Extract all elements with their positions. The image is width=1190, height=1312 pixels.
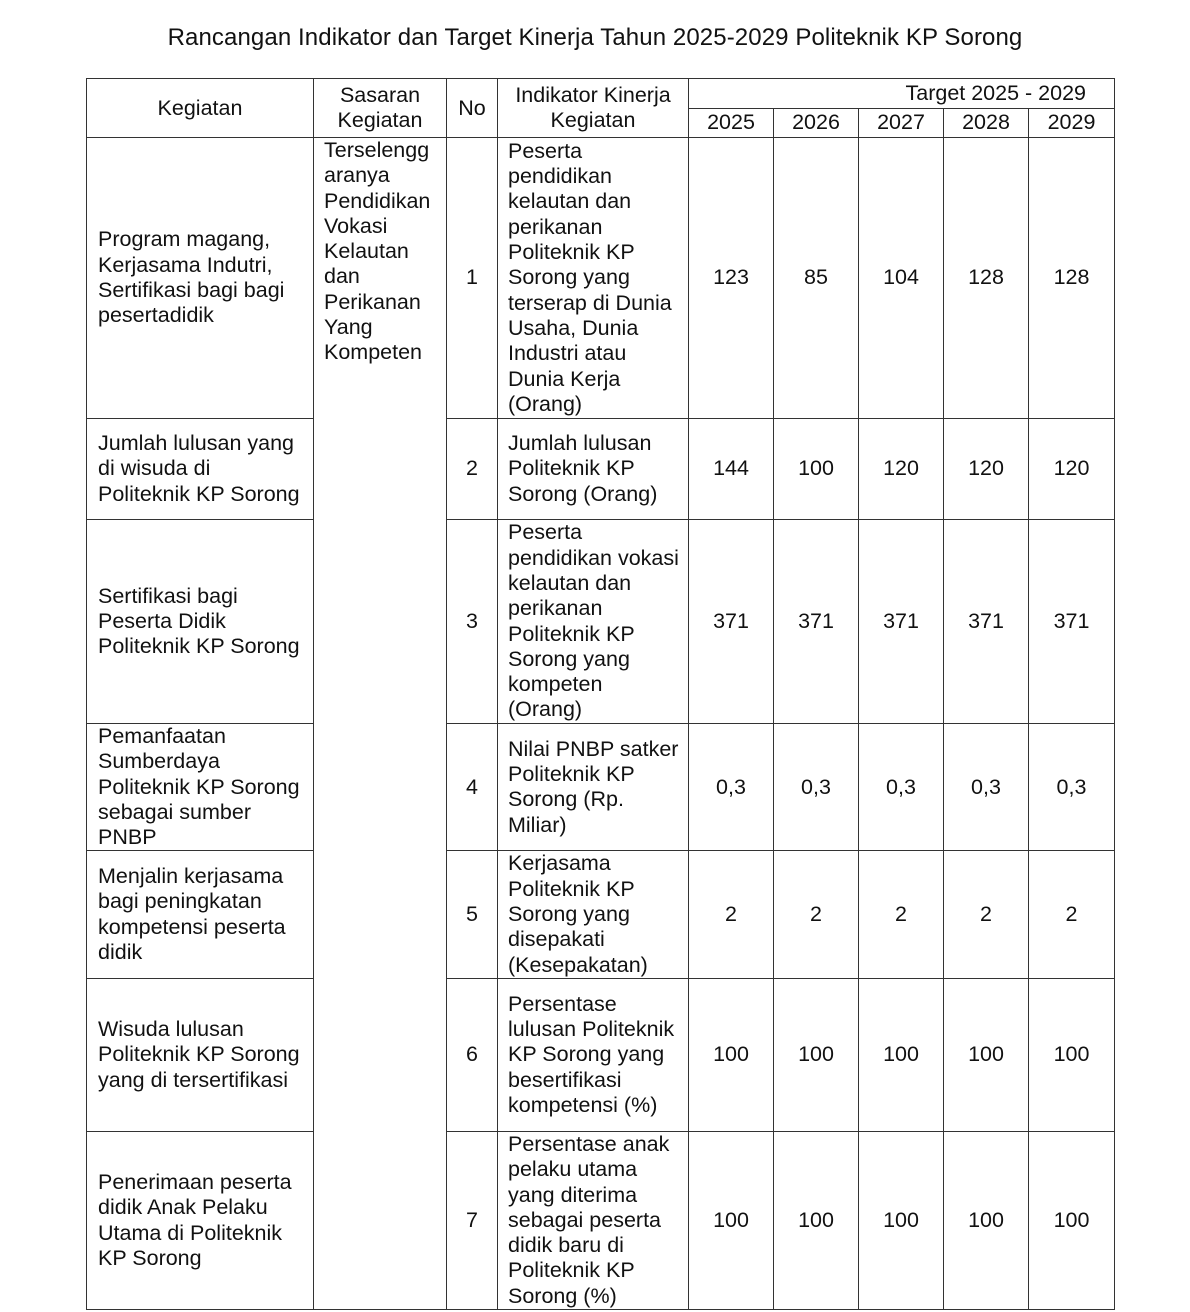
target-value: 100 [689,978,774,1131]
target-value: 100 [774,978,859,1131]
header-indikator-kinerja: Indikator Kinerja Kegiatan [498,79,689,138]
kegiatan-cell: Program magang, Kerjasama Indutri, Sertifikasi bagi bagi pesertadidik [87,138,314,419]
kegiatan-cell: Pemanfaatan Sumberdaya Politeknik KP Sorong sebagai sumber PNBP [87,724,314,851]
target-value: 100 [859,978,944,1131]
kegiatan-cell: Wisuda lulusan Politeknik KP Sorong yang di tersertifikasi [87,978,314,1131]
target-value: 104 [859,138,944,419]
table-row [87,724,1115,851]
target-value: 371 [1029,520,1115,724]
header-year: 2027 [859,109,944,138]
header-year: 2029 [1029,109,1115,138]
header-kegiatan: Kegiatan [87,79,314,138]
target-value: 144 [689,419,774,520]
row-number: 1 [447,138,498,419]
indikator-cell: Nilai PNBP satker Politeknik KP Sorong (Rp. Miliar) [498,724,689,851]
target-value: 0,3 [774,724,859,851]
row-number: 7 [447,1131,498,1309]
target-value: 2 [689,851,774,978]
target-value: 0,3 [859,724,944,851]
target-value: 100 [774,1131,859,1309]
kegiatan-cell: Sertifikasi bagi Peserta Didik Politeknik KP Sorong [87,520,314,724]
target-value: 120 [1029,419,1115,520]
row-number: 5 [447,851,498,978]
indikator-cell: Persentase anak pelaku utama yang diterima sebagai peserta didik baru di Politeknik KP Sorong (%) [498,1131,689,1309]
target-value: 2 [774,851,859,978]
sasaran-kegiatan-cell: Terselengg aranya Pendidikan Vokasi Kelautan dan Perikanan Yang Kompeten [314,138,447,1310]
indikator-cell: Kerjasama Politeknik KP Sorong yang disepakati (Kesepakatan) [498,851,689,978]
indikator-cell: Jumlah lulusan Politeknik KP Sorong (Orang) [498,419,689,520]
target-value: 100 [774,419,859,520]
target-value: 100 [1029,978,1115,1131]
target-value: 100 [859,1131,944,1309]
document-title: Rancangan Indikator dan Target Kinerja Tahun 2025-2029 Politeknik KP Sorong [167,24,1023,51]
target-value: 100 [944,1131,1029,1309]
target-value: 0,3 [689,724,774,851]
performance-target-table [86,78,1115,1310]
target-value: 2 [944,851,1029,978]
target-value: 100 [1029,1131,1115,1309]
target-value: 128 [944,138,1029,419]
row-number: 3 [447,520,498,724]
target-value: 2 [859,851,944,978]
target-value: 371 [689,520,774,724]
table-row [87,419,1115,520]
header-no: No [447,79,498,138]
row-number: 6 [447,978,498,1131]
target-value: 120 [944,419,1029,520]
header-sasaran-kegiatan: Sasaran Kegiatan [314,79,447,138]
header-year: 2025 [689,109,774,138]
indikator-cell: Persentase lulusan Politeknik KP Sorong yang besertifikasi kompetensi (%) [498,978,689,1131]
table-row [87,138,1115,419]
target-value: 0,3 [1029,724,1115,851]
target-value: 371 [774,520,859,724]
target-value: 123 [689,138,774,419]
target-value: 2 [1029,851,1115,978]
kegiatan-cell: Menjalin kerjasama bagi peningkatan kompetensi peserta didik [87,851,314,978]
target-value: 371 [859,520,944,724]
target-value: 0,3 [944,724,1029,851]
row-number: 4 [447,724,498,851]
target-value: 100 [944,978,1029,1131]
indikator-cell: Peserta pendidikan kelautan dan perikanan Politeknik KP Sorong yang terserap di Dunia Usaha, Dunia Industri atau Dunia Kerja (Orang) [498,138,689,419]
target-value: 120 [859,419,944,520]
target-value: 85 [774,138,859,419]
target-value: 371 [944,520,1029,724]
row-number: 2 [447,419,498,520]
table-row [87,520,1115,724]
indikator-cell: Peserta pendidikan vokasi kelautan dan perikanan Politeknik KP Sorong yang kompeten (Orang) [498,520,689,724]
kegiatan-cell: Penerimaan peserta didik Anak Pelaku Utama di Politeknik KP Sorong [87,1131,314,1309]
table-row [87,978,1115,1131]
header-year: 2026 [774,109,859,138]
kegiatan-cell: Jumlah lulusan yang di wisuda di Politeknik KP Sorong [87,419,314,520]
header-year: 2028 [944,109,1029,138]
target-value: 128 [1029,138,1115,419]
target-value: 100 [689,1131,774,1309]
table-row [87,851,1115,978]
header-target: Target 2025 - 2029 [689,79,1115,109]
table-row [87,1131,1115,1309]
